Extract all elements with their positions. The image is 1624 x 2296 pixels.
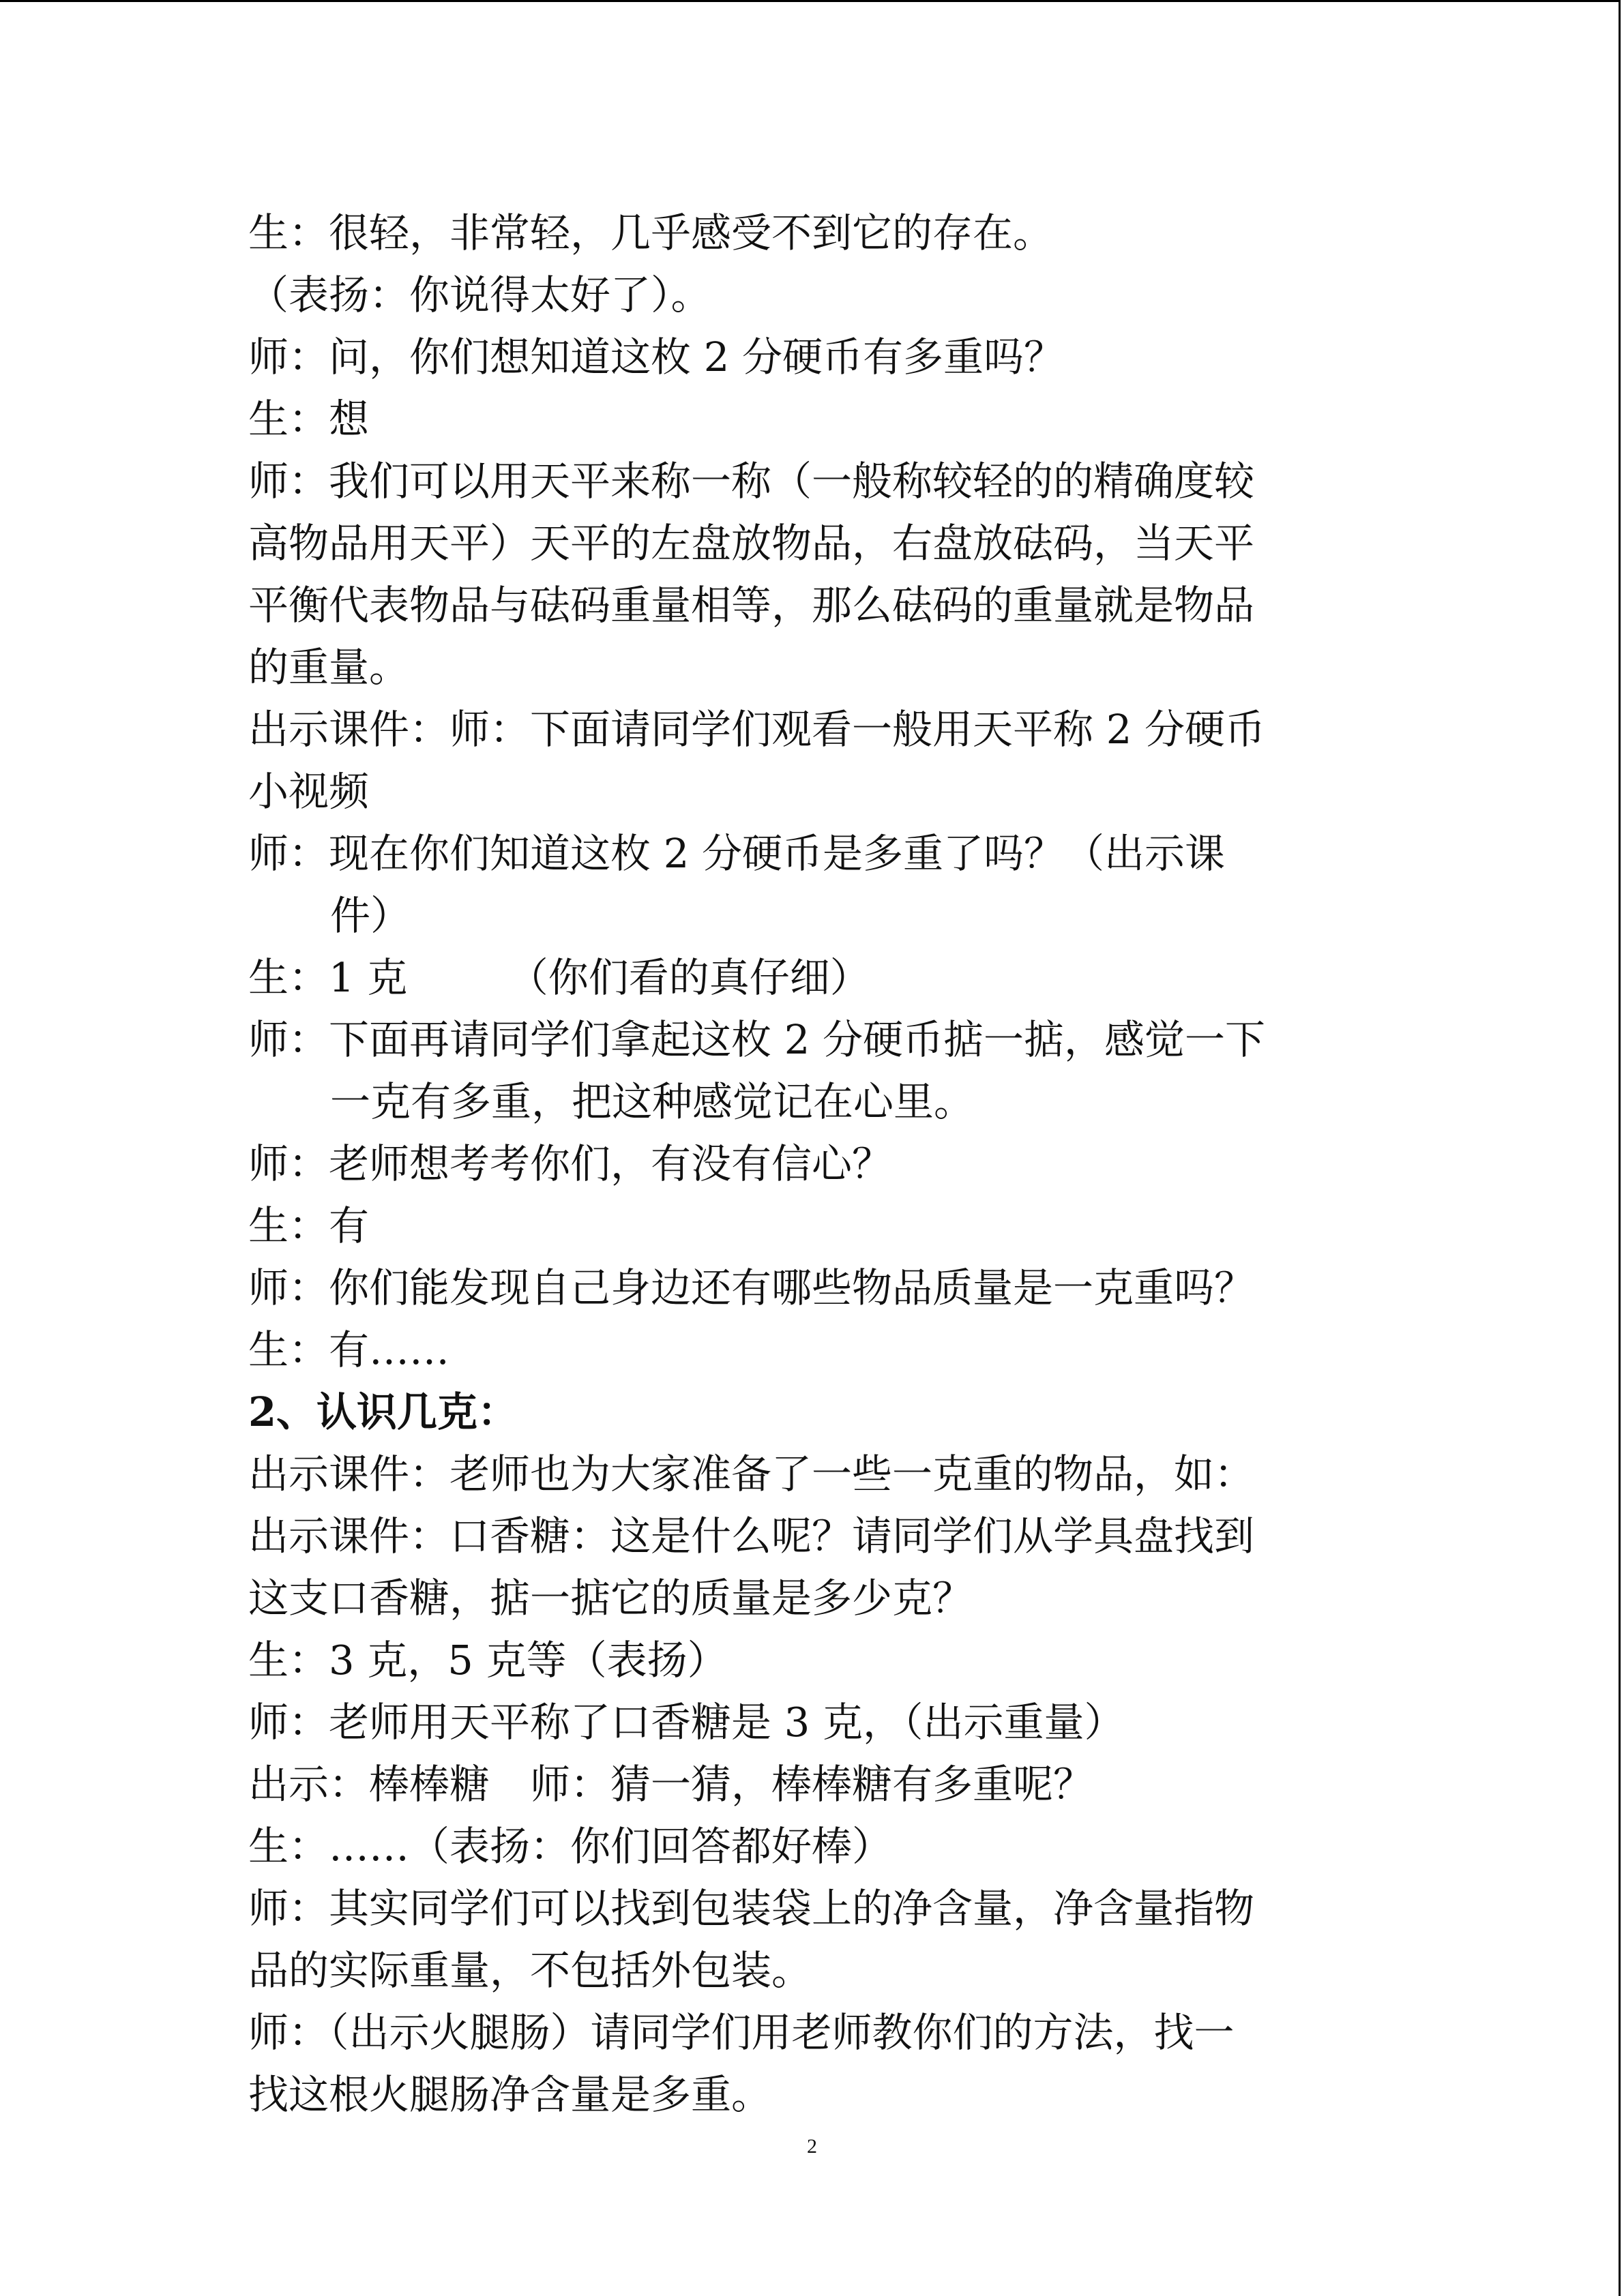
text-line: 生：有……	[248, 1326, 450, 1373]
text-line: 师：其实同学们可以找到包装袋上的净含量，净含量指物	[248, 1885, 1255, 1932]
text-line: 高物品用天平）天平的左盘放物品，右盘放砝码，当天平	[248, 520, 1255, 567]
section-heading: 2、认识几克：	[248, 1388, 518, 1435]
text-line: 出示课件：师：下面请同学们观看一般用天平称 2 分硬币	[248, 706, 1266, 753]
text-line: 小视频	[248, 768, 370, 815]
text-line: 师：老师用天平称了口香糖是 3 克，（出示重量）	[248, 1699, 1125, 1746]
text-line: （表扬：你说得太好了）。	[248, 271, 711, 318]
text-line-continuation: 一克有多重，把这种感觉记在心里。	[330, 1078, 975, 1125]
page-number: 2	[807, 2135, 817, 2158]
text-line: 师：你们能发现自己身边还有哪些物品质量是一克重吗？	[248, 1264, 1255, 1311]
text-line: 这支口香糖，掂一掂它的质量是多少克？	[248, 1575, 973, 1622]
text-line: 品的实际重量，不包括外包装。	[248, 1947, 812, 1994]
text-line: 师：（出示火腿肠）请同学们用老师教你们的方法，找一	[248, 2009, 1235, 2056]
text-line: 的重量。	[248, 644, 410, 691]
text-line: 出示课件：口香糖：这是什么呢？请同学们从学具盘找到	[248, 1512, 1255, 1560]
text-line: 生：1 克 （你们看的真仔细）	[248, 954, 870, 1001]
text-line: 找这根火腿肠净含量是多重。	[248, 2071, 772, 2118]
text-line: 出示课件：老师也为大家准备了一些一克重的物品，如：	[248, 1450, 1255, 1497]
text-line: 师：老师想考考你们，有没有信心？	[248, 1140, 893, 1187]
text-line: 师：我们可以用天平来称一称（一般称较轻的的精确度较	[248, 458, 1255, 505]
text-line: 师：下面再请同学们拿起这枚 2 分硬币掂一掂，感觉一下	[248, 1016, 1266, 1063]
text-line: 生：很轻，非常轻，几乎感受不到它的存在。	[248, 209, 1054, 256]
text-line: 生：……（表扬：你们回答都好棒）	[248, 1823, 893, 1870]
text-line: 平衡代表物品与砝码重量相等，那么砝码的重量就是物品	[248, 582, 1255, 629]
text-line: 师：现在你们知道这枚 2 分硬币是多重了吗？（出示课	[248, 830, 1226, 877]
text-line: 出示：棒棒糖 师：猜一猜，棒棒糖有多重呢？	[248, 1761, 1094, 1808]
document-body	[248, 202, 1340, 2126]
text-line-continuation: 件）	[330, 892, 411, 939]
text-line: 生：想	[248, 396, 370, 443]
text-line: 生：有	[248, 1202, 370, 1249]
text-line: 师：问，你们想知道这枚 2 分硬币有多重吗？	[248, 333, 1065, 381]
text-line: 生：3 克，5 克等（表扬）	[248, 1637, 728, 1684]
